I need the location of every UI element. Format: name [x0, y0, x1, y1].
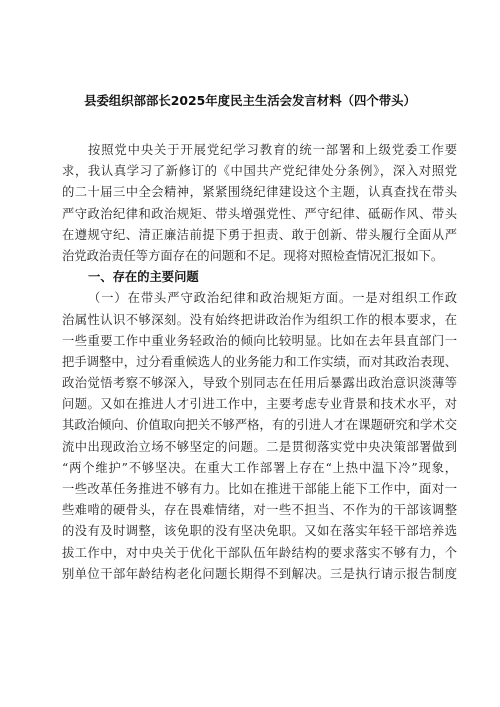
text-line: 治党政治责任等方面存在的问题和不足。现将对照检查情况汇报如下。	[62, 248, 444, 263]
text-line: 按照党中央关于开展党纪学习教育的统一部署和上级党委工作要	[88, 143, 457, 157]
text-line: 政治觉悟考察不够深入，导致个别同志在任用后暴露出政治意识淡薄等	[62, 376, 457, 391]
text-line: 些难啃的硬骨头，存在畏难情绪，对一些不担当、不作为的干部该调整	[62, 503, 457, 518]
text-line: “两个维护”不够坚决。在重大工作部署上存在“上热中温下冷”现象，	[62, 460, 457, 475]
text-line: 其政治倾向、价值取向把关不够严格，有的引进人才在课题研究和学术交	[62, 418, 457, 433]
text-line: 的二十届三中全会精神，紧紧围绕纪律建设这个主题，认真查找在带头	[62, 185, 457, 200]
section-paragraph	[62, 288, 457, 585]
text-line: 的没有及时调整，该免职的没有坚决免职。又如在落实年轻干部培养选	[62, 524, 457, 539]
section-heading: 一、存在的主要问题	[88, 270, 199, 285]
document-title: 县委组织部部长2025年度民主生活会发言材料（四个带头）	[84, 93, 416, 108]
text-line: 在遵规守纪、清正廉洁前提下勇于担责、敢于创新、带头履行全面从严	[62, 227, 457, 242]
text-line: 拔工作中，对中央关于优化干部队伍年龄结构的要求落实不够有力，个	[62, 545, 457, 560]
text-line: 一些改革任务推进不够有力。比如在推进干部能上能下工作中，面对一	[62, 482, 457, 496]
intro-paragraph	[62, 140, 457, 267]
text-line: 把手调整中，过分看重候选人的业务能力和工作实绩，而对其政治表现、	[62, 354, 457, 369]
text-line: 求，我认真学习了新修订的《中国共产党纪律处分条例》，深入对照党	[62, 164, 457, 179]
text-line: 一些重要工作中重业务轻政治的倾向比较明显。比如在去年县直部门一	[62, 333, 457, 348]
text-line: 问题。又如在推进人才引进工作中，主要考虑专业背景和技术水平，对	[62, 397, 457, 412]
text-line: 严守政治纪律和政治规矩、带头增强党性、严守纪律、砥砺作风、带头	[62, 206, 457, 221]
text-line: 流中出现政治立场不够坚定的问题。二是贯彻落实党中央决策部署做到	[62, 439, 457, 454]
document-body	[62, 140, 457, 585]
text-line: （一）在带头严守政治纪律和政治规矩方面。一是对组织工作政	[88, 291, 457, 306]
text-line: 别单位干部年龄结构老化问题长期得不到解决。三是执行请示报告制度	[62, 566, 457, 581]
text-line: 治属性认识不够深刻。没有始终把讲政治作为组织工作的根本要求，在	[62, 312, 457, 327]
